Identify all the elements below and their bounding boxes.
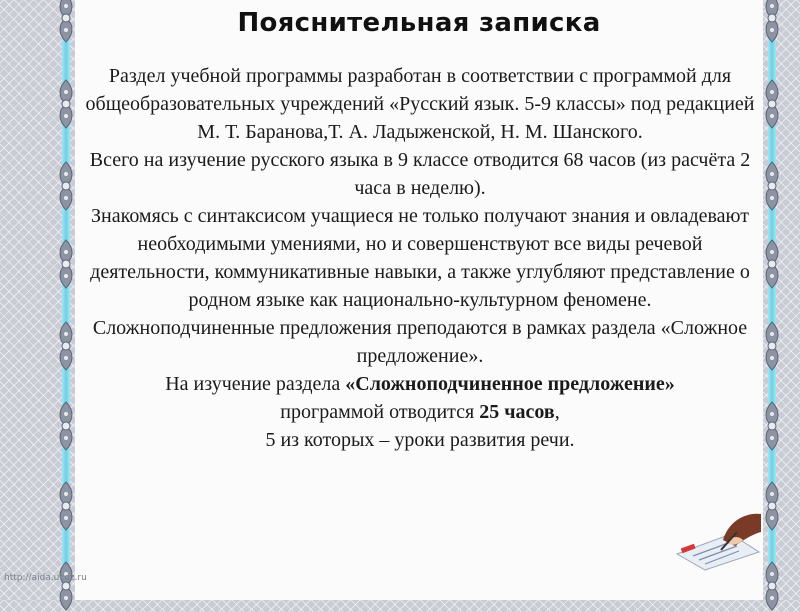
- section-text: На изучение раздела: [165, 373, 346, 395]
- allotted-text: программой отводится: [280, 401, 480, 423]
- paragraph-program: Раздел учебной программы разработан в соответствии с программой для общеобразовательных учреждений «Русский язык. 5-9 классы» под редакцией М. Т. Баранова,Т. А. Ладыженской, Н. М. Шанского.: [85, 65, 755, 143]
- paragraph-allotted: [80, 398, 760, 426]
- paragraph-speech: 5 из которых – уроки развития речи.: [265, 429, 575, 451]
- allotted-hours: 25 часов: [479, 401, 555, 423]
- section-name: «Сложноподчиненное предложение»: [345, 373, 675, 395]
- ornament-icon: [760, 160, 784, 212]
- ornament-icon: [760, 400, 784, 452]
- ornament-icon: [760, 78, 784, 130]
- paragraph-hours: Всего на изучение русского языка в 9 классе отводится 68 часов (из расчёта 2 часа в неделю).: [89, 149, 751, 199]
- ornament-icon: [760, 560, 784, 612]
- right-ornament-column: [760, 0, 784, 600]
- paragraph-section: [80, 370, 760, 398]
- slide-body: [80, 62, 760, 454]
- watermark-url: http://aida.ucoz.ru: [4, 573, 87, 583]
- paragraph-syntax: Знакомясь с синтаксисом учащиеся не только получают знания и овладевают необходимыми умениями, но и совершенствуют все виды речевой деятельности, коммуникативные навыки, а также углубляют представление о родном языке как национально-культурном феномене.: [90, 205, 750, 311]
- paragraph-complex: Сложноподчиненные предложения преподаются в рамках раздела «Сложное предложение».: [92, 317, 748, 367]
- writing-hand-icon: [673, 510, 763, 572]
- ornament-icon: [760, 0, 784, 44]
- ornament-icon: [760, 238, 784, 290]
- allotted-comma: ,: [554, 401, 560, 423]
- ornament-icon: [760, 480, 784, 532]
- ornament-icon: [760, 320, 784, 372]
- slide-title: Пояснительная записка: [237, 8, 601, 38]
